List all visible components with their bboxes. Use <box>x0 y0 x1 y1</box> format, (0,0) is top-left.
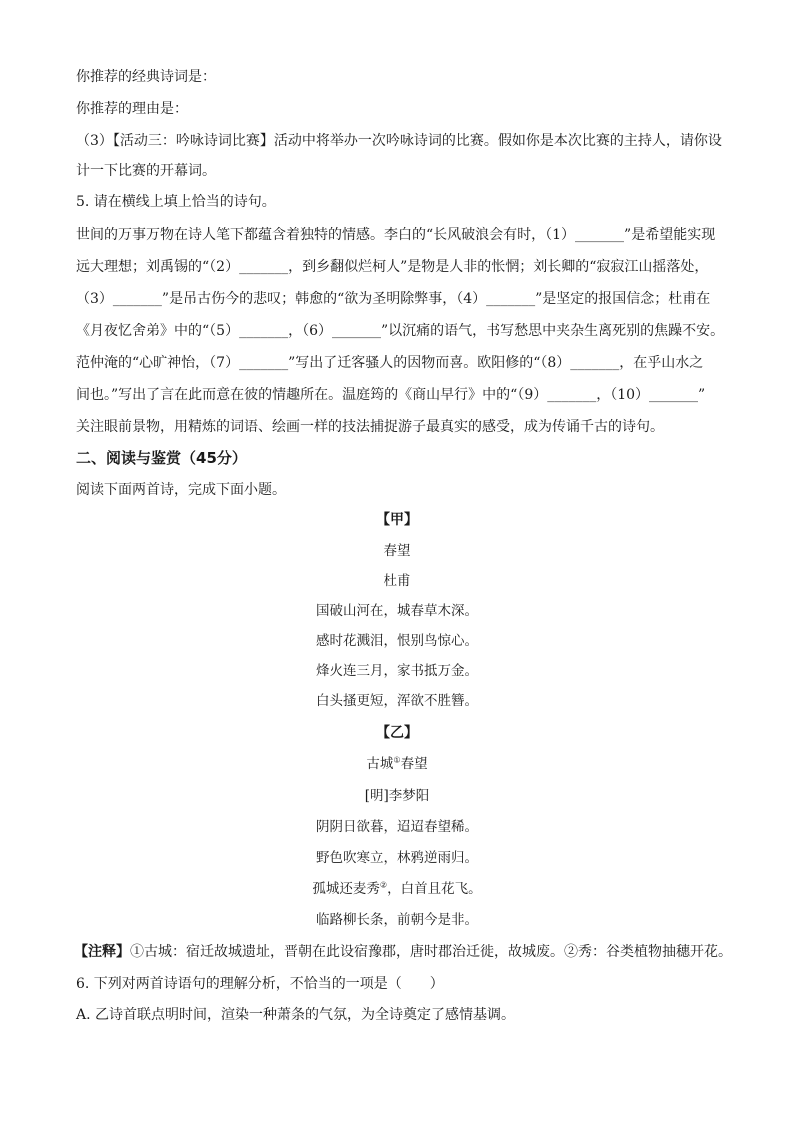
poem-yi-title-part2: 春望 <box>400 756 428 772</box>
poem-jia-author: 杜甫 <box>383 573 411 589</box>
poem-yi-title-note-marker: ① <box>393 755 401 765</box>
poem-yi-verse-1: 阴阴日欲暮，迢迢春望稀。 <box>316 819 478 835</box>
recommended-reason-line: 你推荐的理由是： <box>76 101 188 117</box>
poem-yi-verse-4: 临路柳长条，前朝今是非。 <box>316 912 478 928</box>
question-6-option-a: A. 乙诗首联点明时间，渲染一种萧条的气氛，为全诗奠定了感情基调。 <box>76 1007 516 1023</box>
annotation-text: ①古城：宿迁故城遗址，晋朝在此设宿豫郡，唐时郡治迁徙，故城废。②秀：谷类植物抽穗开花。 <box>130 944 732 960</box>
question-5-paragraph-line-7: 关注眼前景物，用精炼的词语、绘画一样的技法捕捉游子最真实的感受，成为传诵千古的诗句。 <box>76 419 664 435</box>
question-6-prompt: 6. 下列对两首诗语句的理解分析，不恰当的一项是（ ） <box>76 976 444 992</box>
poem-yi-title <box>0 755 794 773</box>
poem-jia-verse-1: 国破山河在，城春草木深。 <box>316 603 478 619</box>
poem-jia-verse-3: 烽火连三月，家书抵万金。 <box>316 663 478 679</box>
poem-yi-verse-3-part2: ，白首且花飞。 <box>387 881 482 897</box>
poem-yi-verse-3-part1: 孤城还麦秀 <box>312 881 380 897</box>
section-heading: 二、阅读与鉴赏（45分） <box>76 449 247 467</box>
question-5-paragraph-line-2: 远大理想；刘禹锡的“（2）_______，到乡翻似烂柯人”是物是人非的怅惘；刘长卿的“寂寂江山摇落处， <box>76 259 709 275</box>
activity-three-line-2: 计一下比赛的开幕词。 <box>76 163 216 179</box>
question-5-paragraph-line-5: 范仲淹的“心旷神怡，（7）_______”写出了迁客骚人的因物而喜。欧阳修的“（8）_______，在乎山水之 <box>76 355 704 371</box>
recommended-poem-line: 你推荐的经典诗词是： <box>76 69 216 85</box>
poem-yi-verse-3 <box>0 880 794 898</box>
poem-yi-label: 【乙】 <box>376 725 418 741</box>
annotation <box>74 943 732 961</box>
poem-jia-verse-2: 感时花溅泪，恨别鸟惊心。 <box>316 633 478 649</box>
poem-jia-label: 【甲】 <box>376 512 418 528</box>
poem-yi-verse-3-note-marker: ② <box>379 880 388 890</box>
annotation-label: 【注释】 <box>74 944 130 960</box>
question-5-prompt: 5. 请在横线上填上恰当的诗句。 <box>76 194 276 210</box>
poem-jia-title: 春望 <box>383 543 411 559</box>
reading-instruction: 阅读下面两首诗，完成下面小题。 <box>76 482 286 498</box>
poem-yi-verse-2: 野色吹寒立，林鸦逆雨归。 <box>316 850 478 866</box>
question-5-paragraph-line-4: 《月夜忆舍弟》中的“（5）_______，（6）_______”以沉痛的语气，书写愁思中夹杂生离死别的焦躁不安。 <box>76 323 725 339</box>
activity-three-line-1: （3）【活动三：吟咏诗词比赛】活动中将举办一次吟咏诗词的比赛。假如你是本次比赛的主持人，请你设 <box>76 133 722 149</box>
question-5-paragraph-line-1: 世间的万事万物在诗人笔下都蕴含着独特的情感。李白的“长风破浪会有时，（1）_______”是希望能实现 <box>76 227 716 243</box>
question-5-paragraph-line-6: 间也。”写出了言在此而意在彼的情趣所在。温庭筠的《商山早行》中的“（9）_______，（10）_______” <box>76 387 706 403</box>
poem-yi-author: [明]李梦阳 <box>364 788 430 804</box>
poem-yi-title-part1: 古城 <box>366 756 394 772</box>
poem-jia-verse-4: 白头搔更短，浑欲不胜簪。 <box>316 693 478 709</box>
question-5-paragraph-line-3: （3）_______”是吊古伤今的悲叹；韩愈的“欲为圣明除弊事，（4）_______”是坚定的报国信念；杜甫在 <box>76 291 711 307</box>
